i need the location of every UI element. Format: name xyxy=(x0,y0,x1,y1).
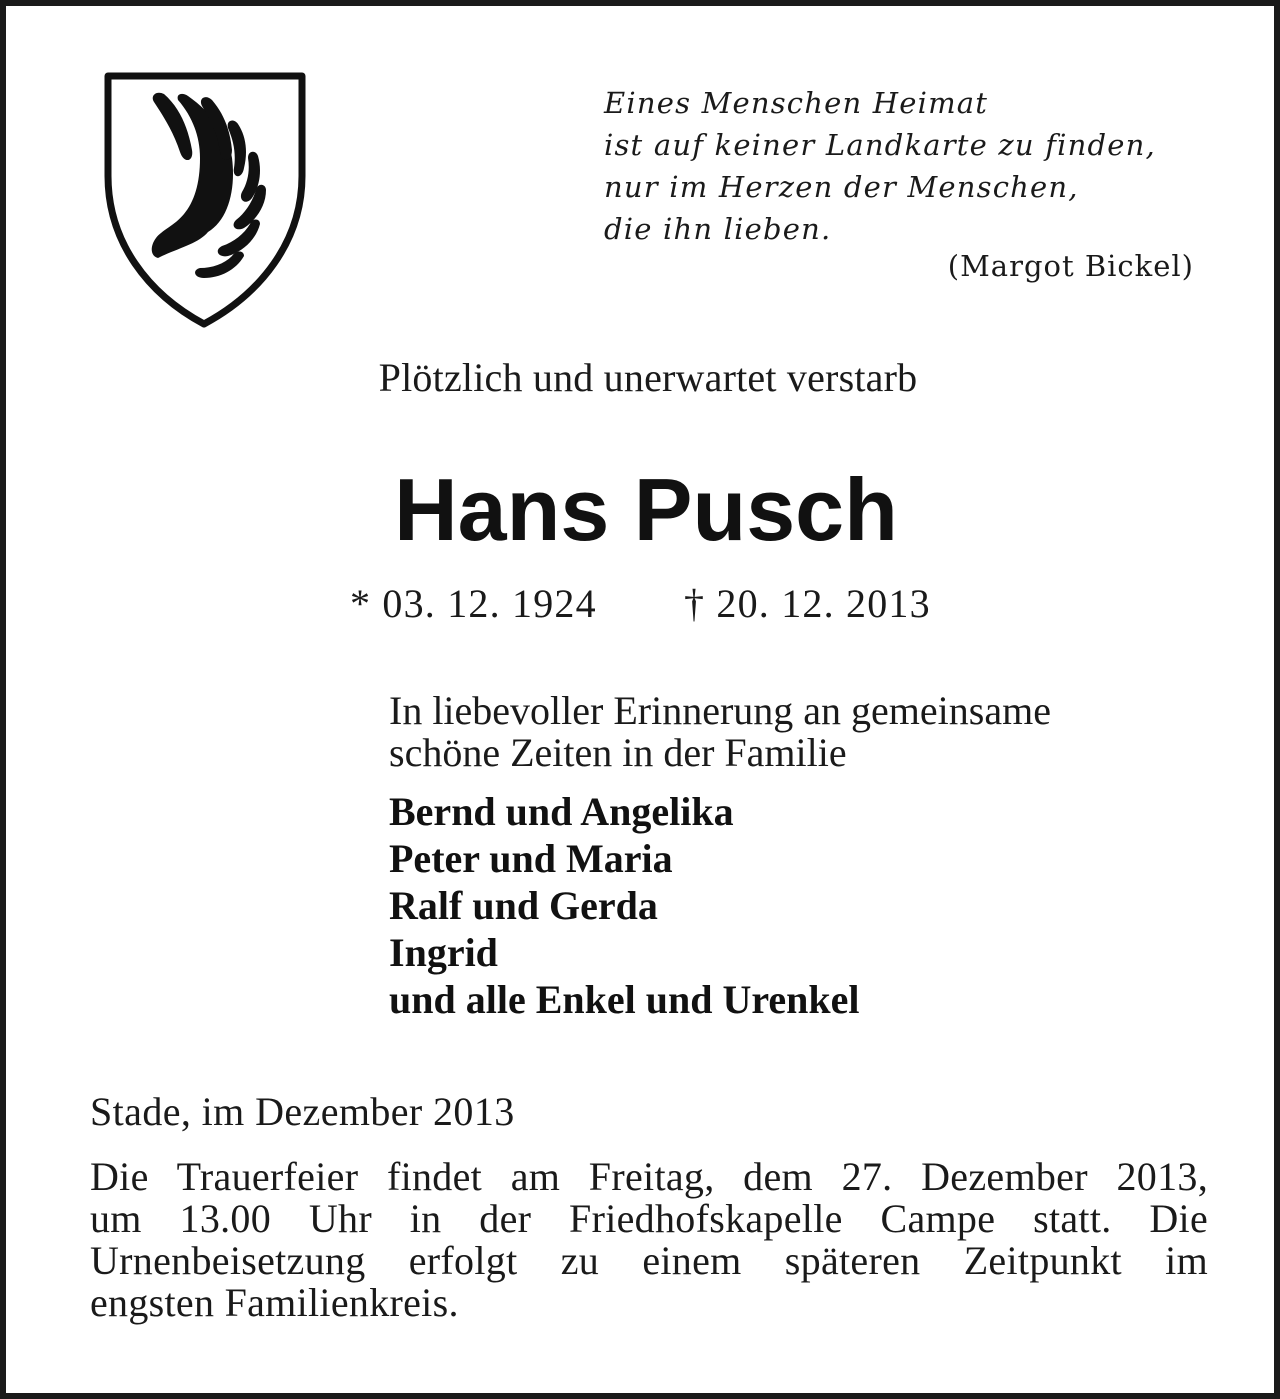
family-section xyxy=(389,690,1219,1023)
antler-crest-icon xyxy=(100,72,310,330)
mourner-name: Ingrid xyxy=(389,930,498,975)
mourners-list xyxy=(389,788,1219,1023)
quote-line: die ihn lieben. xyxy=(604,212,832,246)
funeral-line: engsten Familienkreis. xyxy=(90,1280,459,1325)
memory-line: schöne Zeiten in der Familie xyxy=(389,730,847,775)
place-date: Stade, im Dezember 2013 xyxy=(90,1089,515,1134)
mourner-name: und alle Enkel und Urenkel xyxy=(389,977,860,1022)
funeral-line: Urnenbeisetzung erfolgt zu einem späteren Zeitpunkt im xyxy=(90,1238,1208,1283)
mourner-name: Ralf und Gerda xyxy=(389,883,658,928)
memory-text xyxy=(389,690,1219,774)
death-date: † 20. 12. 2013 xyxy=(684,581,931,626)
deceased-name: Hans Pusch xyxy=(394,460,898,559)
quote-author: (Margot Bickel) xyxy=(947,249,1194,283)
funeral-line: um 13.00 Uhr in der Friedhofskapelle Campe statt. Die xyxy=(90,1196,1208,1241)
funeral-line: Die Trauerfeier findet am Freitag, dem 27. Dezember 2013, xyxy=(90,1154,1208,1199)
birth-date: * 03. 12. 1924 xyxy=(350,581,597,626)
quote-line: ist auf keiner Landkarte zu finden, xyxy=(604,128,1156,162)
intro-text: Plötzlich und unerwartet verstarb xyxy=(378,355,918,400)
mourner-name: Bernd und Angelika xyxy=(389,789,734,834)
funeral-details xyxy=(90,1156,1208,1324)
mourner-name: Peter und Maria xyxy=(389,836,673,881)
quote-line: Eines Menschen Heimat xyxy=(604,86,989,120)
epigraph-quote xyxy=(604,82,1208,250)
memory-line: In liebevoller Erinnerung an gemeinsame xyxy=(389,688,1051,733)
quote-line: nur im Herzen der Menschen, xyxy=(604,170,1079,204)
